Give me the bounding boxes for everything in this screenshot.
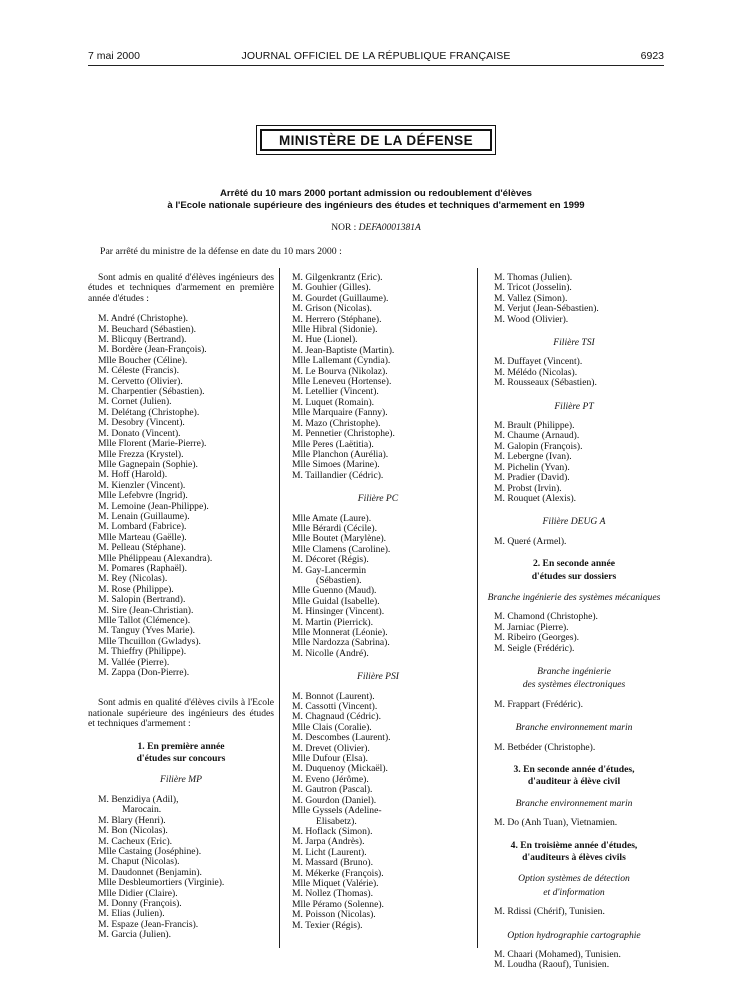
list-item: M. Gilgenkrantz (Eric). <box>292 272 383 283</box>
list-item: Mlle Guidal (Isabelle). <box>292 595 380 607</box>
list-item: M. Loudha (Raouf), Tunisien. <box>494 959 610 971</box>
spacer <box>484 918 664 928</box>
list-item: M. Tanguy (Yves Marie). <box>98 625 196 637</box>
list-item: M. Galopin (François). <box>494 440 583 452</box>
list-item: M. Luquet (Romain). <box>292 396 375 408</box>
list-item: M. Zappa (Don-Pierre). <box>98 667 190 679</box>
list-item: M. Beuchard (Sébastien). <box>98 323 197 335</box>
list-item: M. Descombes (Laurent). <box>292 732 391 744</box>
column-2 <box>282 273 474 931</box>
paragraph: Sont admis en qualité d'élèves ingénieurs des études et techniques d'armement en première année d'études : <box>88 272 274 304</box>
list-item: M. Seigle (Frédéric). <box>494 642 575 654</box>
list-item: M. Frappart (Frédéric). <box>494 698 583 710</box>
spacer <box>484 547 664 557</box>
list-item: M. Chagnaud (Cédric). <box>292 711 381 723</box>
list-item: M. Hoflack (Simon). <box>292 825 373 837</box>
section-heading: 1. En première année <box>137 740 225 752</box>
list-item: M. Lombard (Fabrice). <box>98 521 187 533</box>
section-heading: d'études sur dossiers <box>531 570 617 582</box>
list-item: M. Duffayet (Vincent). <box>494 356 583 368</box>
spacer <box>484 584 664 590</box>
list-item: M. Rousseaux (Sébastien). <box>494 377 597 389</box>
list-item: M. Rose (Philippe). <box>98 583 174 595</box>
list-item: M. Taillandier (Cédric). <box>292 469 384 481</box>
list-item: Mlle Clamens (Caroline). <box>292 543 391 555</box>
list-item: M. Kienzler (Vincent). <box>98 479 186 491</box>
section-heading: 2. En seconde année <box>532 558 616 570</box>
section-heading: 3. En seconde année d'études, <box>513 764 635 775</box>
list-item: M. Pomares (Raphaël). <box>98 562 187 574</box>
list-item: M. Donny (François). <box>98 897 182 909</box>
list-item: M. Pennetier (Christophe). <box>292 428 395 440</box>
list-item: M. Rouquet (Alexis). <box>494 492 577 504</box>
list-item: M. Lemoine (Jean-Philippe). <box>98 500 209 512</box>
list-item: Mlle Frezza (Krystel). <box>98 448 184 460</box>
list-item: Mlle Florent (Marie-Pierre). <box>98 438 207 450</box>
list-item: Mlle Hibral (Sidonie). <box>292 324 378 336</box>
subsection-heading: Filière TSI <box>553 337 595 349</box>
list-item: M. Texier (Régis). <box>292 919 363 931</box>
list-item: M. Thieffry (Philippe). <box>98 646 187 658</box>
list-item: M. Drevet (Olivier). <box>292 742 370 754</box>
header-rule <box>88 65 664 66</box>
ministry-title: MINISTÈRE DE LA DÉFENSE <box>260 129 492 151</box>
arrete-title <box>88 188 664 212</box>
list-item: M. Elias (Julien). <box>98 908 165 920</box>
list-item: M. Martin (Pierrick). <box>292 616 373 628</box>
subsection-heading: Filière DEUG A <box>542 516 606 528</box>
list-item: M. Thomas (Julien). <box>494 272 573 283</box>
list-item: M. Chaari (Mohamed), Tunisien. <box>494 949 621 961</box>
list-item: M. Lebergne (Ivan). <box>494 451 572 463</box>
list-item: M. Jean-Baptiste (Martin). <box>292 344 395 356</box>
list-item: Mlle Lallemant (Cyndia). <box>292 355 391 367</box>
subsection-heading: Filière PSI <box>356 671 399 683</box>
subsection-heading: Option hydrographie cartographie <box>507 929 641 941</box>
list-item: M. Mazo (Christophe). <box>292 417 381 429</box>
list-item-continuation: Marocain. <box>122 804 162 816</box>
subsection-heading: des systèmes électroniques <box>522 679 626 691</box>
list-item: M. Ribeiro (Georges). <box>494 632 580 644</box>
list-item: Mlle Amate (Laure). <box>292 512 372 524</box>
list-item: Mlle Nardozza (Sabrina). <box>292 637 390 649</box>
list-item: M. Brault (Philippe). <box>494 420 575 432</box>
subsection-heading: Filière MP <box>159 774 202 786</box>
list-item: Mlle Clais (Coralie). <box>292 721 372 733</box>
spacer <box>88 766 274 772</box>
list-item: Mlle Lefebvre (Ingrid). <box>98 490 188 502</box>
list-item: Mlle Bérardi (Cécile). <box>292 522 377 534</box>
list-item: M. Donato (Vincent). <box>98 427 181 439</box>
list-item: M. Tricot (Josselin). <box>494 282 572 294</box>
list-item: Mlle Castaing (Joséphine). <box>98 845 202 857</box>
list-item: M. Rdissi (Chérif), Tunisien. <box>494 906 605 918</box>
nor-code: DEFA0001381A <box>358 223 421 233</box>
list-item: M. Hue (Lionel). <box>292 334 358 346</box>
subsection-heading: Branche environnement marin <box>515 797 633 809</box>
spacer <box>484 389 664 399</box>
spacer <box>484 654 664 664</box>
list-item: M. Hinsinger (Vincent). <box>292 606 385 618</box>
list-item: M. Vallée (Pierre). <box>98 656 170 668</box>
list-item: Mlle Marquaire (Fanny). <box>292 407 388 419</box>
list-item: Mlle Planchon (Aurélia). <box>292 448 389 460</box>
list-item: M. Céleste (Francis). <box>98 365 179 377</box>
list-item: M. Eveno (Jérôme). <box>292 773 369 785</box>
list-item: M. Chamond (Christophe). <box>494 611 598 623</box>
spacer <box>282 481 474 491</box>
spacer <box>484 504 664 514</box>
paragraph: Sont admis en qualité d'élèves civils à l'Ecole nationale supérieure des ingénieurs des études et techniques d'armement : <box>88 697 274 730</box>
arrete-title-line-1: Arrêté du 10 mars 2000 portant admission ou redoublement d'élèves <box>219 188 533 199</box>
column-1 <box>88 273 274 941</box>
list-item: M. Charpentier (Sébastien). <box>98 386 205 398</box>
spacer <box>88 678 274 688</box>
section-heading: d'études sur concours <box>136 753 226 765</box>
list-item: M. Pelleau (Stéphane). <box>98 542 186 554</box>
page-header <box>88 50 664 64</box>
list-item: Mlle Leneveu (Hortense). <box>292 376 392 388</box>
list-item: Mlle Dufour (Elsa). <box>292 753 368 765</box>
page-number: 6923 <box>640 50 664 62</box>
list-item: M. Benzidiya (Adil), <box>98 793 179 805</box>
list-item: M. Probst (Irvin). <box>494 482 562 494</box>
list-item: M. André (Christophe). <box>98 313 189 325</box>
list-item: M. Cacheux (Eric). <box>98 835 173 847</box>
list-item: Mlle Péramo (Solenne). <box>292 898 384 910</box>
column-separator-1 <box>279 268 280 948</box>
list-item: M. Salopin (Bertrand). <box>98 594 186 606</box>
list-item: Mlle Boutet (Marylène). <box>292 533 387 545</box>
list-item: M. Garcia (Julien). <box>98 929 171 941</box>
subsection-heading: Option systèmes de détection <box>518 873 630 885</box>
spacer <box>484 710 664 720</box>
list-item: M. Duquenoy (Mickaël). <box>292 763 388 775</box>
list-item: M. Vallez (Simon). <box>494 292 568 304</box>
list-item: M. Queré (Armel). <box>494 535 567 547</box>
issue-date: 7 mai 2000 <box>88 50 140 62</box>
list-item: M. Licht (Laurent). <box>292 846 367 858</box>
subsection-heading: Filière PC <box>357 493 399 505</box>
list-item: M. Verjut (Jean-Sébastien). <box>494 303 599 315</box>
list-item: M. Mélédo (Nicolas). <box>494 366 578 378</box>
spacer <box>484 829 664 839</box>
list-item: Mlle Didier (Claire). <box>98 887 178 899</box>
list-item: M. Cornet (Julien). <box>98 396 172 408</box>
list-item: Mlle Marteau (Gaëlle). <box>98 531 187 543</box>
list-item: Mlle Boucher (Céline). <box>98 354 188 366</box>
nor-label: NOR : <box>331 223 359 233</box>
list-item: M. Do (Anh Tuan), Vietnamien. <box>494 817 618 829</box>
list-item: Mlle Miquet (Valérie). <box>292 877 379 889</box>
list-item: Mlle Thcuillon (Gwladys). <box>98 635 201 647</box>
list-item: M. Chaput (Nicolas). <box>98 856 180 868</box>
list-item: M. Desobry (Vincent). <box>98 417 185 429</box>
section-heading: d'auditeurs à élèves civils <box>522 852 626 864</box>
list-item: Mlle Guenno (Maud). <box>292 585 377 597</box>
spacer <box>88 730 274 740</box>
list-item: M. Rey (Nicolas). <box>98 573 168 585</box>
subsection-heading: Branche environnement marin <box>515 722 633 734</box>
list-item: M. Bordère (Jean-François). <box>98 344 207 356</box>
list-item: M. Delétang (Christophe). <box>98 406 200 418</box>
nor-reference <box>88 223 664 233</box>
list-item-continuation: Elisabetz). <box>316 815 357 827</box>
intro-paragraph: Par arrêté du ministre de la défense en date du 10 mars 2000 : <box>100 246 342 257</box>
list-item: M. Wood (Olivier). <box>494 313 569 325</box>
list-item: M. Blary (Henri). <box>98 814 166 826</box>
section-heading: 4. En troisième année d'études, <box>510 839 638 851</box>
spacer <box>484 325 664 335</box>
list-item: Mlle Peres (Laëtitia). <box>292 438 374 450</box>
list-item: M. Nicolle (André). <box>292 647 369 659</box>
list-item: M. Mékerke (François). <box>292 867 384 879</box>
list-item: M. Espaze (Jean-Francis). <box>98 918 199 930</box>
spacer <box>282 659 474 669</box>
list-item: Mlle Tallot (Clémence). <box>98 615 191 626</box>
list-item: M. Jarpa (Andrès). <box>292 836 365 848</box>
list-item: M. Bon (Nicolas). <box>98 825 168 837</box>
list-item: M. Pradier (David). <box>494 472 570 484</box>
list-item-continuation: (Sébastien). <box>316 574 362 586</box>
list-item: M. Nollez (Thomas). <box>292 888 373 900</box>
list-item: Mlle Phélippeau (Alexandra). <box>98 552 213 564</box>
list-item: Mlle Monnerat (Léonie). <box>292 627 388 638</box>
list-item: Mlle Desbleumortiers (Virginie). <box>98 877 225 889</box>
list-item: M. Gautron (Pascal). <box>292 784 373 796</box>
list-item: M. Gay-Lancermin <box>292 564 367 576</box>
journal-title: JOURNAL OFFICIEL DE LA RÉPUBLIQUE FRANÇAISE <box>241 50 511 62</box>
list-item: M. Hoff (Harold). <box>98 469 168 481</box>
list-item: M. Sire (Jean-Christian). <box>98 604 194 616</box>
list-item: M. Blicquy (Bertrand). <box>98 334 187 346</box>
list-item: M. Lenain (Guillaume). <box>98 510 190 522</box>
list-item: M. Herrero (Stéphane). <box>292 313 382 325</box>
list-item: M. Letellier (Vincent). <box>292 386 379 398</box>
list-item: M. Cervetto (Olivier). <box>98 375 183 387</box>
list-item: M. Gourdet (Guillaume). <box>292 292 389 304</box>
ministry-box <box>256 125 496 155</box>
list-item: M. Massard (Bruno). <box>292 857 374 869</box>
list-item: Mlle Gyssels (Adeline- <box>292 805 382 817</box>
list-item: M. Décoret (Régis). <box>292 554 369 566</box>
list-item: Mlle Simoes (Marine). <box>292 459 380 471</box>
spacer <box>484 790 664 796</box>
section-heading: d'auditeur à élève civil <box>527 776 621 788</box>
list-item: Mlle Gagnepain (Sophie). <box>98 458 198 470</box>
list-item: M. Jarniac (Pierre). <box>494 621 569 633</box>
list-item: M. Betbéder (Christophe). <box>494 741 596 753</box>
list-item: M. Poisson (Nicolas). <box>292 909 376 921</box>
subsection-heading: Filière PT <box>554 400 594 412</box>
list-item: M. Gourdon (Daniel). <box>292 794 377 806</box>
subsection-heading: Branche ingénierie des systèmes mécaniques <box>487 591 661 603</box>
column-separator-2 <box>477 268 478 948</box>
list-item: M. Daudonnet (Benjamin). <box>98 866 202 878</box>
subsection-heading: et d'information <box>543 886 605 898</box>
list-item: M. Chaume (Arnaud). <box>494 430 580 442</box>
spacer <box>484 865 664 871</box>
subsection-heading: Branche ingénierie <box>537 665 611 677</box>
list-item: M. Bonnot (Laurent). <box>292 690 375 702</box>
column-3 <box>484 273 664 971</box>
list-item: M. Grison (Nicolas). <box>292 303 372 315</box>
arrete-title-line-2: à l'Ecole nationale supérieure des ingénieurs des études et techniques d'armement en 1999 <box>167 200 585 211</box>
list-item: M. Cassotti (Vincent). <box>292 701 378 713</box>
list-item: M. Pichelin (Yvan). <box>494 461 570 473</box>
spacer <box>484 753 664 763</box>
list-item: M. Le Bourva (Nikolaz). <box>292 365 388 377</box>
list-item: M. Gouhier (Gilles). <box>292 282 371 294</box>
